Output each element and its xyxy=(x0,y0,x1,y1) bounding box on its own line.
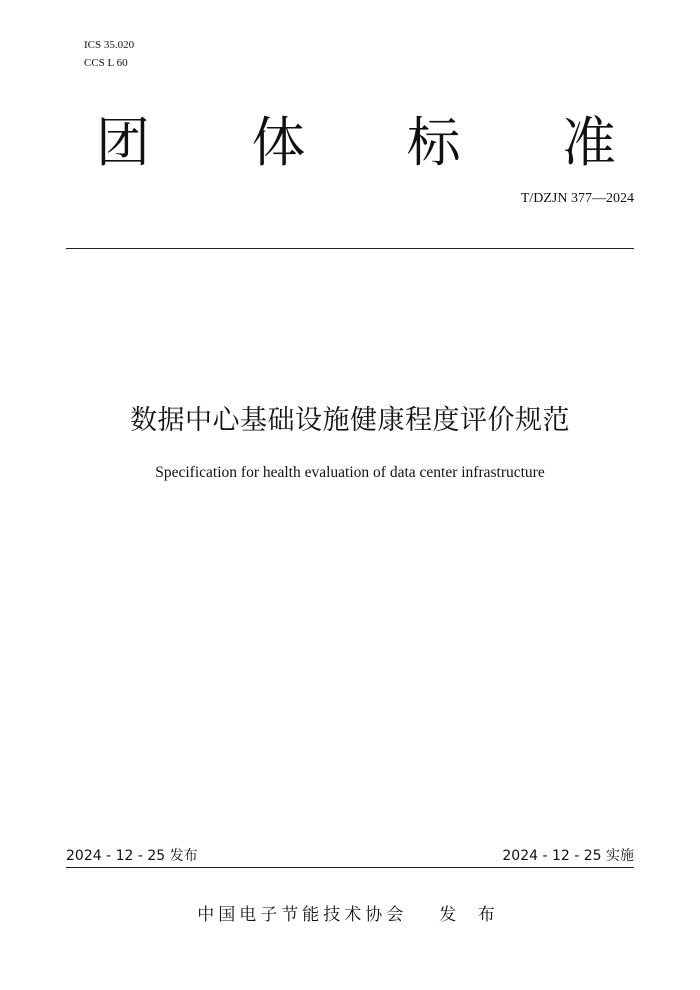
release-date: 2024 - 12 - 25 发布 xyxy=(66,848,198,864)
issuer-name: 中国电子节能技术协会 xyxy=(197,905,408,925)
doctype-char-4: 准 xyxy=(561,111,616,174)
publish-label: 发 布 xyxy=(439,905,503,925)
title-english: Specification for health evaluation of data center infrastructure xyxy=(155,464,545,481)
top-divider xyxy=(66,248,634,249)
doctype-char-2: 体 xyxy=(251,111,306,174)
document-type-heading xyxy=(96,108,616,178)
title-chinese: 数据中心基础设施健康程度评价规范 xyxy=(130,405,570,436)
ccs-code: CCS L 60 xyxy=(84,57,128,69)
ics-code: ICS 35.020 xyxy=(84,39,135,51)
bottom-divider xyxy=(66,867,634,868)
doctype-char-3: 标 xyxy=(406,111,461,174)
implement-date: 2024 - 12 - 25 实施 xyxy=(502,848,634,864)
standard-number: T/DZJN 377—2024 xyxy=(520,191,634,206)
classification-codes xyxy=(84,36,134,72)
doctype-char-1: 团 xyxy=(96,111,150,174)
issuer-line xyxy=(0,900,700,925)
